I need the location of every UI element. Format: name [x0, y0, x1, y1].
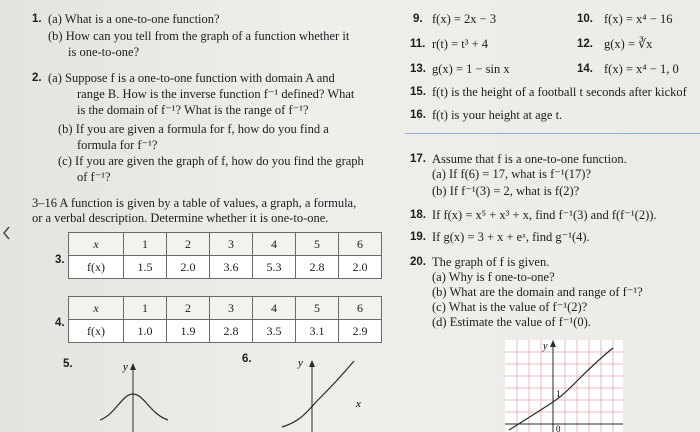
table-cell: 6 [339, 233, 382, 256]
q14-number: 14. [577, 63, 593, 75]
q2-part-a-line2: range B. How is the inverse function f⁻¹ defined? What [77, 87, 355, 101]
q6-graph [270, 355, 370, 432]
q15-text: f(t) is the height of a football t seconds after kickof [432, 85, 687, 99]
q9-text: f(x) = 2x − 3 [432, 12, 497, 26]
table-cell: 1.5 [124, 256, 167, 279]
q20-intro: The graph of f is given. [432, 255, 550, 269]
q20-part-c: (c) What is the value of f⁻¹(2)? [432, 300, 588, 314]
q14-text: f(x) = x⁴ − 1, 0 [604, 62, 679, 76]
q5-y-label: y [123, 361, 128, 373]
chevron-left-icon[interactable] [2, 226, 11, 240]
q19-text: If g(x) = 3 + x + eˣ, find g⁻¹(4). [432, 230, 590, 244]
table-cell: 6 [339, 297, 382, 320]
table-cell: f(x) [69, 256, 124, 279]
q6-y-label: y [298, 357, 303, 369]
table-cell: 2.8 [210, 320, 253, 343]
table-cell: 2.9 [339, 320, 382, 343]
table-cell: 1.0 [124, 320, 167, 343]
table-cell: 2 [167, 297, 210, 320]
table-cell: 5 [296, 297, 339, 320]
q2-part-b-line2: formula for f⁻¹? [77, 138, 158, 152]
table-cell: 4 [253, 297, 296, 320]
q17-intro: Assume that f is a one-to-one function. [432, 152, 627, 166]
section-divider [405, 133, 700, 134]
table-cell: x [69, 297, 124, 320]
q6-number: 6. [242, 353, 252, 365]
q1-part-b-line1: (b) How can you tell from the graph of a function whether it [48, 29, 350, 43]
q20-graph-tick-1: 1 [556, 389, 561, 399]
table-cell: 1 [124, 233, 167, 256]
q6-x-label: x [356, 398, 361, 410]
table-cell: 5 [296, 233, 339, 256]
table-cell: 2 [167, 233, 210, 256]
q13-number: 13. [410, 63, 426, 75]
table-cell: 2.0 [339, 256, 382, 279]
table-row [69, 320, 382, 343]
q3-number: 3. [55, 254, 65, 266]
q1-part-b-line2: is one-to-one? [68, 45, 140, 59]
q2-part-c-line1: (c) If you are given the graph of f, how do you find the graph [58, 154, 364, 168]
q12-number: 12. [577, 38, 593, 50]
q3-table [68, 232, 382, 279]
q20-part-b: (b) What are the domain and range of f⁻¹? [432, 285, 643, 299]
table-cell: 3.6 [210, 256, 253, 279]
q2-part-a-line3: is the domain of f⁻¹? What is the range of f⁻¹? [77, 103, 309, 117]
table-cell: 3 [210, 297, 253, 320]
q11-text: r(t) = t³ + 4 [432, 37, 489, 51]
q5-number: 5. [63, 358, 73, 370]
table-cell: 3 [210, 233, 253, 256]
q20-part-a: (a) Why is f one-to-one? [432, 270, 555, 284]
q20-graph-y-label: y [543, 341, 548, 352]
q20-graph-tick-0: 0 [556, 424, 561, 432]
q18-number: 18. [410, 209, 426, 221]
q1-number: 1. [32, 13, 42, 25]
q10-number: 10. [577, 13, 593, 25]
table-row [69, 297, 382, 320]
q4-number: 4. [55, 317, 65, 329]
q2-part-b-line1: (b) If you are given a formula for f, how do you find a [58, 122, 329, 136]
table-cell: 1 [124, 297, 167, 320]
q13-text: g(x) = 1 − sin x [432, 62, 510, 76]
table-cell: 3.5 [253, 320, 296, 343]
q18-text: If f(x) = x⁵ + x³ + x, find f⁻¹(3) and f(f⁻¹(2)). [432, 208, 657, 222]
instructions-line2: or a verbal description. Determine whether it is one-to-one. [32, 211, 329, 225]
q1-part-a: (a) What is a one-to-one function? [48, 12, 220, 26]
q20-number: 20. [410, 256, 426, 268]
q9-number: 9. [413, 13, 423, 25]
q16-text: f(t) is your height at age t. [432, 108, 563, 122]
q2-part-a-line1: (a) Suppose f is a one-to-one function with domain A and [48, 71, 335, 85]
table-cell: f(x) [69, 320, 124, 343]
q4-table [68, 296, 382, 343]
q2-number: 2. [32, 72, 42, 84]
table-cell: 3.1 [296, 320, 339, 343]
q20-part-d: (d) Estimate the value of f⁻¹(0). [432, 315, 591, 329]
instructions-line1: 3–16 A function is given by a table of values, a graph, a formula, [32, 196, 357, 210]
q17-number: 17. [410, 153, 426, 165]
q11-number: 11. [410, 38, 426, 50]
table-cell: 1.9 [167, 320, 210, 343]
table-row [69, 256, 382, 279]
table-cell: 5.3 [253, 256, 296, 279]
q2-part-c-line2: of f⁻¹? [77, 170, 111, 184]
q17-part-b: (b) If f⁻¹(3) = 2, what is f(2)? [432, 184, 580, 198]
table-cell: 4 [253, 233, 296, 256]
q10-text: f(x) = x⁴ − 16 [604, 12, 673, 26]
q12-text: g(x) = ∛x [604, 37, 653, 51]
table-cell: x [69, 233, 124, 256]
q5-graph [98, 358, 188, 432]
table-cell: 2.0 [167, 256, 210, 279]
q20-graph [505, 340, 623, 432]
q16-number: 16. [410, 109, 426, 121]
table-row [69, 233, 382, 256]
q15-number: 15. [410, 86, 426, 98]
table-cell: 2.8 [296, 256, 339, 279]
q19-number: 19. [410, 231, 426, 243]
q17-part-a: (a) If f(6) = 17, what is f⁻¹(17)? [432, 167, 592, 181]
